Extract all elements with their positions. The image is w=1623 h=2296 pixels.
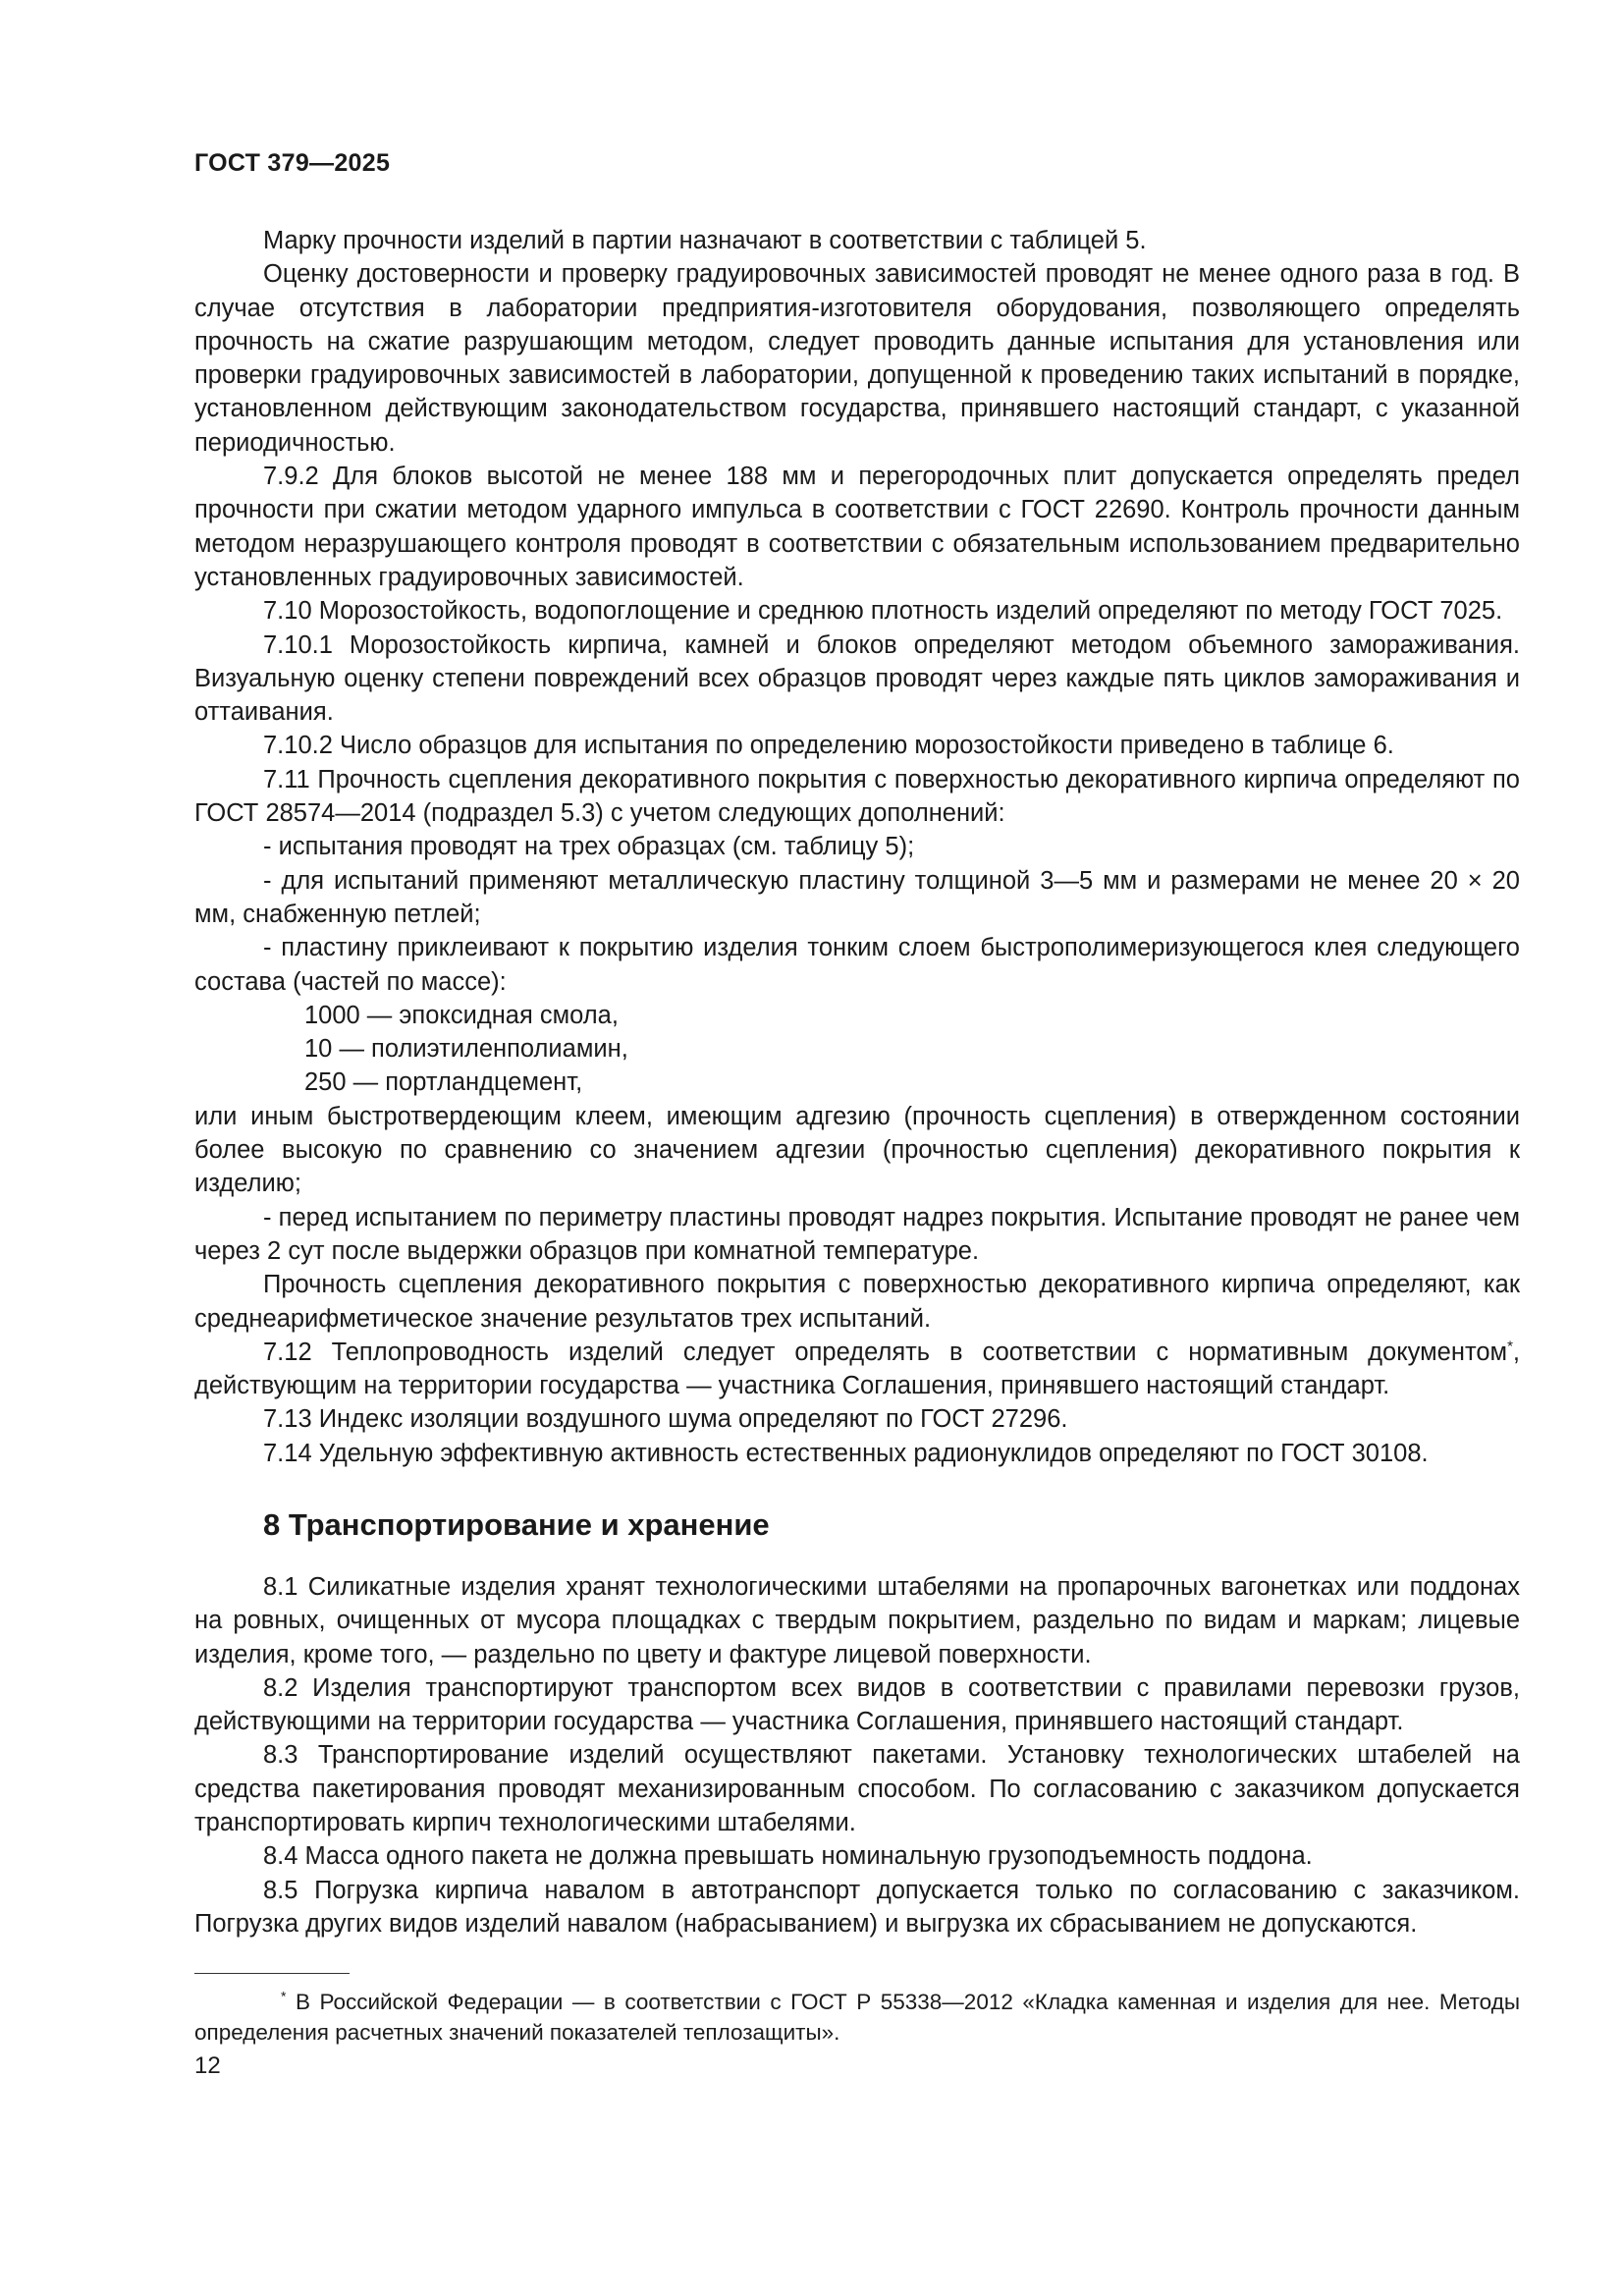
footnote-text: В Российской Федерации — в соответствии с ГОСТ Р 55338—2012 «Кладка каменная и изделия для нее. Методы определения расчетных значений показателей теплозащиты». — [194, 1990, 1520, 2045]
list-item: - испытания проводят на трех образцах (см. таблицу 5); — [263, 833, 915, 861]
paragraph: 8.1 Силикатные изделия хранят технологическими штабелями на пропарочных вагонетках или поддонах на ровных, очищенных от мусора площадках с твердым покрытием, раздельно по видам и маркам; лицевые изделия, кроме того, — раздельно по цвету и фактуре лицевой поверхности. — [194, 1572, 1520, 1668]
paragraph: 7.13 Индекс изоляции воздушного шума определяют по ГОСТ 27296. — [263, 1405, 1068, 1434]
paragraph: 8.2 Изделия транспортируют транспортом всех видов в соответствии с правилами перевозки грузов, действующими на территории государства — участника Соглашения, принявшего настоящий стандарт. — [194, 1673, 1520, 1736]
paragraph: 8.4 Масса одного пакета не должна превышать номинальную грузоподъемность поддона. — [263, 1842, 1313, 1871]
footnote-reference: * — [1507, 1338, 1513, 1355]
footnote-mark: * — [281, 1988, 287, 2004]
paragraph: 7.11 Прочность сцепления декоративного покрытия с поверхностью декоративного кирпича определяют по ГОСТ 28574—2014 (подраздел 5.3) с учетом следующих дополнений: — [194, 765, 1520, 828]
footnote — [194, 1987, 1520, 2048]
paragraph-text: , действующим на территории государства — участника Соглашения, принявшего настоящий стандарт. — [194, 1338, 1520, 1400]
paragraph-continuation: или иным быстротвердеющим клеем, имеющим адгезию (прочность сцепления) в отвержденном состоянии более высокую по сравнению со значением адгезии (прочностью сцепления) декоративного покрытия к изделию; — [194, 1102, 1520, 1198]
document-header: ГОСТ 379—2025 — [194, 149, 391, 177]
document-body — [194, 224, 1520, 1941]
list-item: - для испытаний применяют металлическую пластину толщиной 3—5 мм и размерами не менее 20 × 20 мм, снабженную петлей; — [194, 866, 1520, 928]
paragraph: Прочность сцепления декоративного покрытия с поверхностью декоративного кирпича определяют, как среднеарифметическое значение результатов трех испытаний. — [194, 1271, 1520, 1333]
paragraph: Оценку достоверности и проверку градуировочных зависимостей проводят не менее одного раза в год. В случае отсутствия в лаборатории предприятия-изготовителя оборудования, позволяющего определять прочность на сжатие разрушающим методом, следует проводить данные испытания для установления или проверки градуировочных зависимостей в лаборатории, допущенной к проведению таких испытаний в порядке, установленном действующим законодательством государства, принявшего настоящий стандарт, с указанной периодичностью. — [194, 260, 1520, 457]
list-item: - пластину приклеивают к покрытию изделия тонким слоем быстрополимеризующегося клея следующего состава (частей по массе): — [194, 934, 1520, 996]
mixture-component: 1000 — эпоксидная смола, — [304, 1001, 619, 1029]
paragraph: 8.3 Транспортирование изделий осуществляют пакетами. Установку технологических штабелей на средства пакетирования проводят механизированным способом. По согласованию с заказчиком допускается транспортировать кирпич технологическими штабелями. — [194, 1741, 1520, 1837]
list-item: - перед испытанием по периметру пластины проводят надрез покрытия. Испытание проводят не ранее чем через 2 сут после выдержки образцов при комнатной температуре. — [194, 1203, 1520, 1265]
footnote-separator — [194, 1973, 350, 1974]
paragraph: 7.9.2 Для блоков высотой не менее 188 мм и перегородочных плит допускается определять предел прочности при сжатии методом ударного импульса в соответствии с ГОСТ 22690. Контроль прочности данным методом неразрушающего контроля проводят в соответствии с обязательным использованием предварительно установленных градуировочных зависимостей. — [194, 463, 1520, 591]
mixture-component: 10 — полиэтиленполиамин, — [304, 1035, 628, 1064]
page-number: 12 — [194, 2052, 221, 2079]
mixture-component: 250 — портландцемент, — [304, 1068, 583, 1097]
paragraph: 7.10 Морозостойкость, водопоглощение и среднюю плотность изделий определяют по методу ГОСТ 7025. — [263, 597, 1503, 626]
paragraph: 7.14 Удельную эффективную активность естественных радионуклидов определяют по ГОСТ 30108. — [263, 1439, 1429, 1467]
paragraph: 7.10.2 Число образцов для испытания по определению морозостойкости приведено в таблице 6. — [263, 732, 1394, 760]
paragraph: 7.10.1 Морозостойкость кирпича, камней и блоков определяют методом объемного замораживания. Визуальную оценку степени повреждений всех образцов проводят через каждые пять циклов замораживания и оттаивания. — [194, 630, 1520, 727]
paragraph-with-footnote — [194, 1336, 1520, 1403]
paragraph: Марку прочности изделий в партии назначают в соответствии с таблицей 5. — [263, 227, 1147, 254]
paragraph-text: 7.12 Теплопроводность изделий следует определять в соответствии с нормативным документом — [263, 1338, 1508, 1366]
section-heading: 8 Транспортирование и хранение — [263, 1506, 770, 1542]
paragraph: 8.5 Погрузка кирпича навалом в автотранспорт допускается только по согласованию с заказчиком. Погрузка других видов изделий навалом (набрасыванием) и выгрузка их сбрасыванием не допускаются. — [194, 1876, 1520, 1938]
